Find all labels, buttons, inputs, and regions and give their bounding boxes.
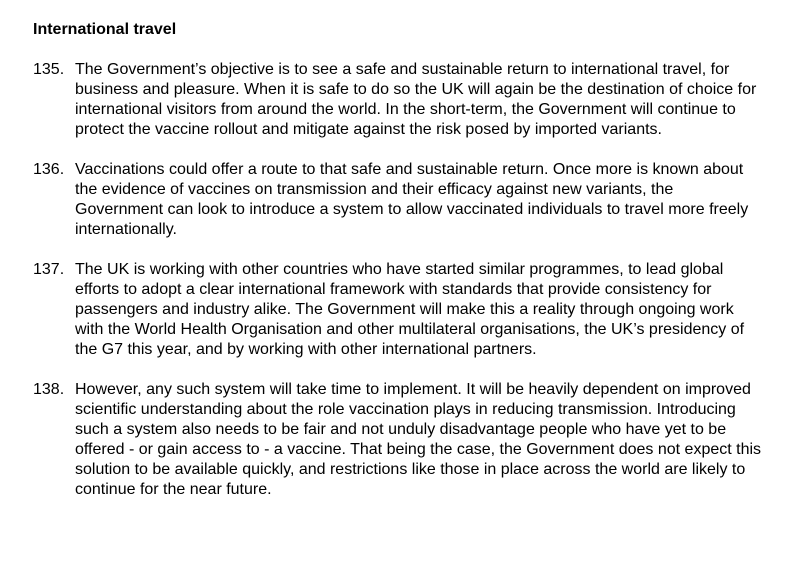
- paragraph-text: The UK is working with other countries who have started similar programmes, to lead global efforts to adopt a clear international framework with standards that provide consistency for passengers and industry alike. The Government will make this a reality through ongoing work with the World Health Organisation and other multilateral organisations, the UK’s presidency of the G7 this year, and by working with other international partners.: [75, 261, 745, 358]
- paragraph-number: 136.: [33, 161, 65, 178]
- paragraph-135: [33, 60, 773, 140]
- paragraph-text: The Government’s objective is to see a safe and sustainable return to international travel, for business and pleasure. When it is safe to do so the UK will again be the destination of choice for international visitors from around the world. In the short-term, the Government will continue to protect the vaccine rollout and mitigate against the risk posed by imported variants.: [75, 61, 757, 138]
- paragraph-138: [33, 380, 773, 500]
- document-body: [33, 20, 773, 520]
- paragraph-text: However, any such system will take time to implement. It will be heavily dependent on improved scientific understanding about the role vaccination plays in reducing transmission. Introducing such a system also needs to be fair and not unduly disadvantage people who have yet to be offered - or gain access to - a vaccine. That being the case, the Government does not expect this solution to be available quickly, and restrictions like those in place across the world are likely to continue for the near future.: [75, 381, 762, 498]
- paragraph-137: [33, 260, 773, 360]
- paragraph-136: [33, 160, 773, 240]
- paragraph-number: 138.: [33, 381, 65, 398]
- section-heading: International travel: [33, 21, 177, 38]
- paragraph-number: 135.: [33, 61, 65, 78]
- paragraph-number: 137.: [33, 261, 65, 278]
- paragraph-text: Vaccinations could offer a route to that safe and sustainable return. Once more is known about the evidence of vaccines on transmission and their efficacy against new variants, the Government can look to introduce a system to allow vaccinated individuals to travel more freely internationally.: [75, 161, 749, 238]
